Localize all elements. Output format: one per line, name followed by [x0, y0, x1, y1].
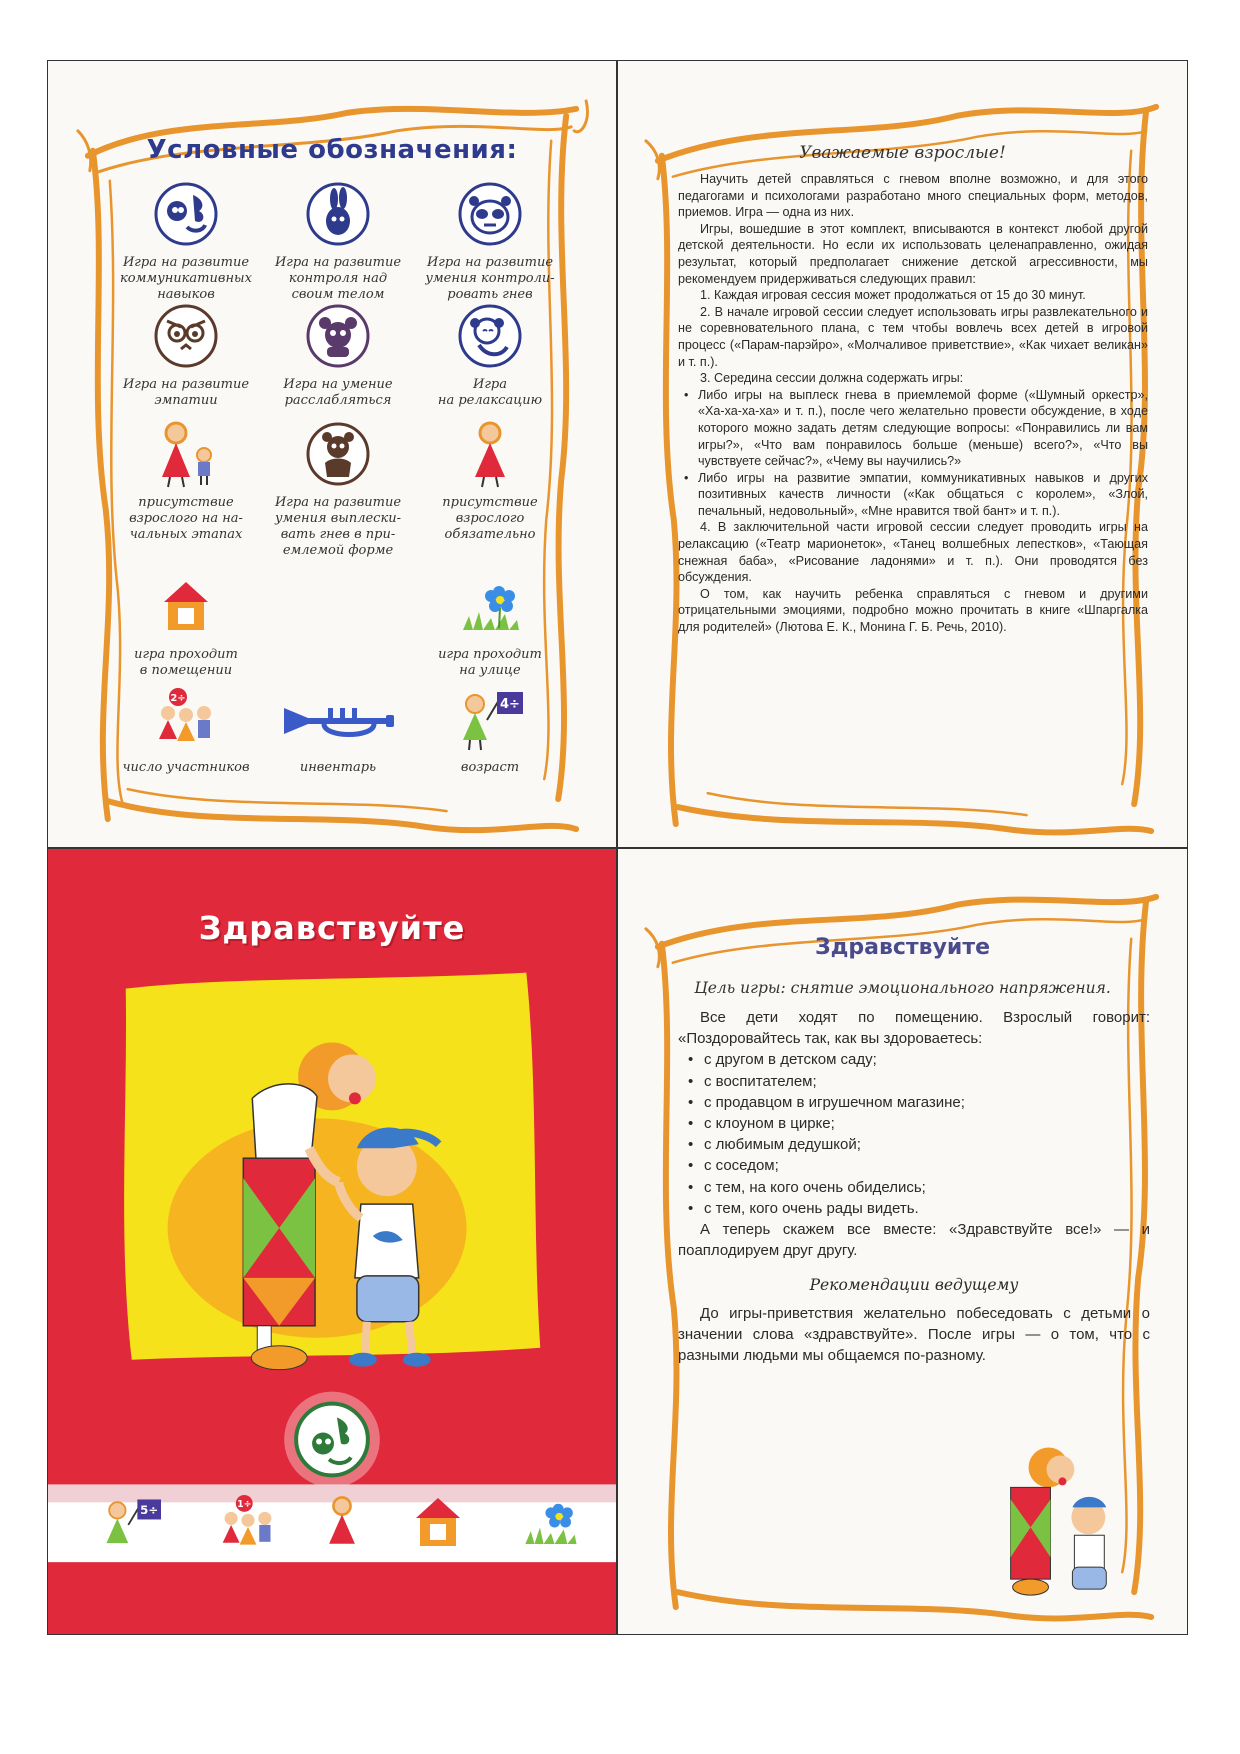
- game-title: Здравствуйте: [814, 935, 991, 960]
- participants-badge: 2÷: [170, 693, 186, 704]
- legend-item-outdoor: [414, 571, 566, 679]
- intro-rule: 3. Середина сессии должна содержать игры:: [700, 371, 964, 386]
- trumpet-icon: [278, 694, 398, 744]
- clown-boy-illustration: [1011, 1447, 1107, 1595]
- relaxation-icon: [457, 303, 523, 369]
- intro-body: [678, 171, 1148, 636]
- game-intro: Все дети ходят по помещению. Взрослый говорит: «Поздоровайтесь так, как вы здороваетесь:: [678, 1009, 1150, 1048]
- relax-skill-icon: [305, 303, 371, 369]
- house-icon: [408, 1494, 468, 1550]
- intro-title: Уважаемые взрослые!: [799, 143, 1006, 163]
- flower-icon: [455, 578, 525, 634]
- legend-item-equipment: [262, 684, 414, 776]
- list-item: • с тем, кого очень рады видеть.: [678, 1198, 1150, 1219]
- card-sheet: [47, 60, 1188, 1635]
- legend-label: инвентарь: [299, 760, 377, 775]
- age-icon: [86, 1494, 176, 1554]
- list-item: • с клоуном в цирке;: [678, 1113, 1150, 1134]
- legend-label: Игра на развитие контроля над своим телом: [274, 255, 402, 302]
- recommendations-title: Рекомендации ведущему: [809, 1276, 1019, 1295]
- cover-title: Здравствуйте: [198, 909, 466, 947]
- game-goal: Цель игры: снятие эмоционального напряжения.: [694, 979, 1111, 997]
- intro-paragraph: Научить детей справляться с гневом вполне возможно, и для этого педагогами и психологами разработано много специальных форм, методов, приемов. Игра — одна из них.: [678, 172, 1148, 220]
- legend-card: [47, 60, 617, 848]
- empathy-icon: [153, 303, 219, 369]
- intro-rule: 2. В начале игровой сессии следует использовать игры развлекательного и не соревновательного плана, с тем чтобы вовлечь всех детей в игровой процесс («Парам-парэйро», «Молчаливое приветствие», «Как чихает великан» и т. п.).: [678, 304, 1148, 369]
- list-item: • с соседом;: [678, 1155, 1150, 1176]
- list-item: • с любимым дедушкой;: [678, 1134, 1150, 1155]
- game-bullets: [678, 1049, 1150, 1219]
- legend-label: присутствие взрослого на на- чальных этапах: [129, 495, 243, 542]
- legend-label: игра проходит на улице: [438, 647, 542, 678]
- list-item: • Либо игры на развитие эмпатии, коммуникативных навыков и других позитивных качеств личности («Как общаться с королем», «Злой, печальный, недовольный», «Мне нравится твой бант» и т. п.).: [678, 470, 1148, 520]
- legend-label: Игра на развитие эмпатии: [122, 377, 250, 408]
- participants-badge: 1÷: [237, 1499, 252, 1511]
- adult-required-icon: [320, 1494, 364, 1554]
- legend-item-adult-initial: [110, 419, 262, 543]
- age-icon: [445, 686, 535, 752]
- legend-item-body-control: [262, 179, 414, 303]
- list-item: • с тем, на кого очень обиделись;: [678, 1177, 1150, 1198]
- intro-paragraph: Игры, вошедшие в этот комплект, вписываются в контекст любой другой детской деятельности. Но если их использовать целенаправленно, ожидая результат, который предполагает снижение детской агрессивности, мы рекомендуем придерживаться следующих правил:: [678, 221, 1148, 286]
- body-control-icon: [305, 181, 371, 247]
- legend-label: Игра на умение расслабляться: [283, 377, 393, 408]
- legend-title: Условные обозначения:: [146, 135, 518, 165]
- adult-required-icon: [465, 419, 515, 489]
- intro-rule: 4. В заключительной части игровой сессии следует проводить игры на релаксацию («Театр марионеток», «Танец волшебных лепестков», «Тающая снежная баба», «Рисование ладонями» и т. п.). Они проводятся без обсуждения.: [678, 520, 1148, 585]
- game-closing: А теперь скажем все вместе: «Здравствуйте все!» — и поаплодируем друг другу.: [678, 1221, 1150, 1260]
- legend-label: Игра на развитие умения контроли- ровать гнев: [425, 255, 555, 302]
- legend-label: возраст: [460, 760, 520, 775]
- intro-bullets: [678, 387, 1148, 520]
- recommendations-text: До игры-приветствия желательно побеседовать с детьми о значении слова «здравствуйте». После игры — о том, что с разными людьми мы общаемся по-разному.: [678, 1304, 1150, 1365]
- game-body: [678, 1007, 1150, 1366]
- legend-item-anger-control: [414, 179, 566, 303]
- legend-item-adult-required: [414, 419, 566, 543]
- participants-icon: [208, 1494, 288, 1554]
- communication-icon: [153, 181, 219, 247]
- anger-release-icon: [305, 421, 371, 487]
- legend-label: Игра на развитие коммуникативных навыков: [120, 255, 252, 302]
- age-badge: 5÷: [140, 1503, 159, 1517]
- legend-item-relaxation: [414, 301, 566, 409]
- house-icon: [156, 578, 216, 634]
- legend-item-anger-release: [262, 419, 414, 559]
- flower-icon: [518, 1494, 582, 1550]
- intro-paragraph: О том, как научить ребенка справляться с гневом и другими отрицательными эмоциями, подробно можно прочитать в книге «Шпаргалка для родителей» (Лютова Е. К., Монина Г. Б. Речь, 2010).: [678, 586, 1148, 635]
- legend-item-participants: [110, 684, 262, 776]
- legend-item-indoor: [110, 571, 262, 679]
- list-item: • Либо игры на выплеск гнева в приемлемой форме («Шумный оркестр», «Ха-ха-ха-ха» и т. п.), после чего желательно провести обсуждение, в ходе которого можно задать детям следующие вопросы: «Понравились ли вам игры?», «Что вам понравилось больше (меньше) всего?», «Что вы чувствуете сейчас?», «Чему вы научились?»: [678, 387, 1148, 470]
- adult-initial-icon: [146, 419, 226, 489]
- cover-icon-strip: [48, 1486, 616, 1635]
- intro-card: [617, 60, 1188, 848]
- intro-rule: 1. Каждая игровая сессия может продолжаться от 15 до 30 минут.: [700, 288, 1086, 303]
- legend-label: игра проходит в помещении: [134, 647, 238, 678]
- age-badge: 4÷: [500, 697, 520, 712]
- participants-icon: [146, 687, 226, 751]
- legend-label: Игра на релаксацию: [437, 377, 543, 408]
- legend-item-communication: [110, 179, 262, 303]
- legend-label: число участников: [122, 760, 250, 775]
- cover-card: [47, 848, 617, 1635]
- legend-label: присутствие взрослого обязательно: [442, 495, 538, 542]
- game-card: [617, 848, 1188, 1635]
- legend-item-empathy: [110, 301, 262, 409]
- anger-control-icon: [457, 181, 523, 247]
- legend-item-age: [414, 684, 566, 776]
- list-item: • с воспитателем;: [678, 1071, 1150, 1092]
- legend-label: Игра на развитие умения выплески- вать гнев в при- емлемой форме: [274, 495, 402, 558]
- list-item: • с другом в детском саду;: [678, 1049, 1150, 1070]
- list-item: • с продавцом в игрушечном магазине;: [678, 1092, 1150, 1113]
- legend-item-relax-skill: [262, 301, 414, 409]
